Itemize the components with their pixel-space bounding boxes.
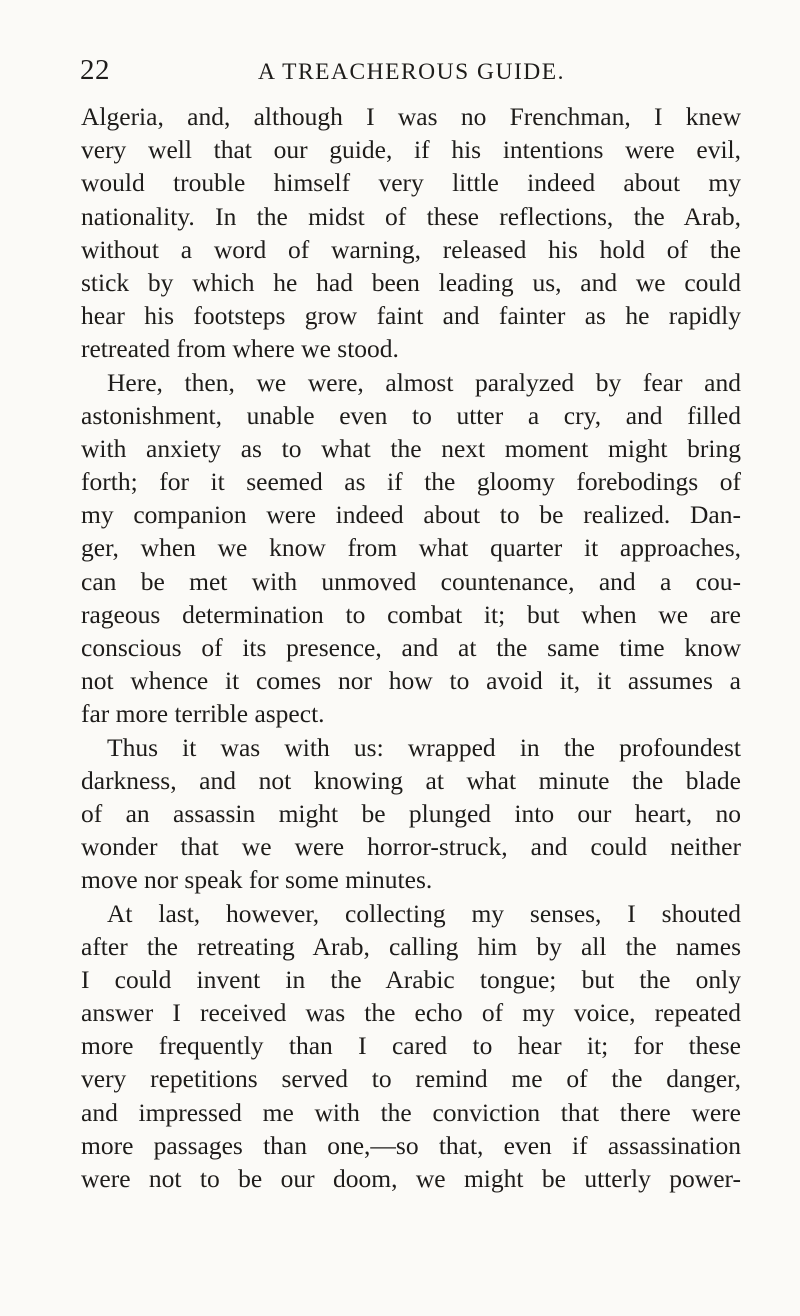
paragraph-start-line: Thus it was with us: wrapped in the profoundest xyxy=(107,732,741,762)
text-line: far more terrible aspect. xyxy=(81,699,325,729)
running-title: A TREACHEROUS GUIDE. xyxy=(258,59,566,85)
text-line: would trouble himself very little indeed about my xyxy=(81,168,741,198)
text-line: darkness, and not knowing at what minute the blade xyxy=(81,765,741,795)
text-line: more passages than one,—so that, even if assassination xyxy=(81,1130,741,1160)
body-text xyxy=(81,100,741,1195)
text-line: of an assassin might be plunged into our heart, no xyxy=(81,798,741,828)
text-line: nationality. In the midst of these reflections, the Arab, xyxy=(81,201,741,231)
text-line: very repetitions served to remind me of the danger, xyxy=(81,1064,741,1094)
text-line: can be met with unmoved countenance, and a cou- xyxy=(81,566,741,596)
text-line: my companion were indeed about to be realized. Dan- xyxy=(81,500,741,530)
text-line: more frequently than I cared to hear it; for these xyxy=(81,1031,741,1061)
text-line: astonishment, unable even to utter a cry, and filled xyxy=(81,400,741,430)
text-line: and impressed me with the conviction that there were xyxy=(81,1097,741,1127)
text-line: wonder that we were horror-struck, and could neither xyxy=(81,832,741,862)
text-line: forth; for it seemed as if the gloomy forebodings of xyxy=(81,467,741,497)
text-line: conscious of its presence, and at the same time know xyxy=(81,633,741,662)
text-line: rageous determination to combat it; but when we are xyxy=(81,599,741,629)
text-line: with anxiety as to what the next moment might bring xyxy=(81,433,741,463)
paragraph-start-line: At last, however, collecting my senses, I shouted xyxy=(107,898,741,928)
page-number: 22 xyxy=(80,54,110,86)
text-line: without a word of warning, released his hold of the xyxy=(81,234,741,264)
text-line: after the retreating Arab, calling him by all the names xyxy=(81,931,741,961)
text-line: were not to be our doom, we might be utterly power- xyxy=(81,1164,741,1193)
paragraph-start-line: Here, then, we were, almost paralyzed by fear and xyxy=(107,367,741,397)
text-line: hear his footsteps grow faint and fainter as he rapidly xyxy=(81,301,741,331)
text-line: Algeria, and, although I was no Frenchman, I knew xyxy=(81,102,741,131)
text-line: stick by which he had been leading us, and we could xyxy=(81,267,741,297)
text-line: retreated from where we stood. xyxy=(81,334,399,364)
text-line: answer I received was the echo of my voice, repeated xyxy=(81,998,741,1028)
text-line: move nor speak for some minutes. xyxy=(81,865,433,895)
text-line: I could invent in the Arabic tongue; but the only xyxy=(81,964,741,994)
text-line: ger, when we know from what quarter it approaches, xyxy=(81,533,741,563)
text-line: very well that our guide, if his intentions were evil, xyxy=(81,135,741,165)
text-line: not whence it comes nor how to avoid it, it assumes a xyxy=(81,666,741,696)
